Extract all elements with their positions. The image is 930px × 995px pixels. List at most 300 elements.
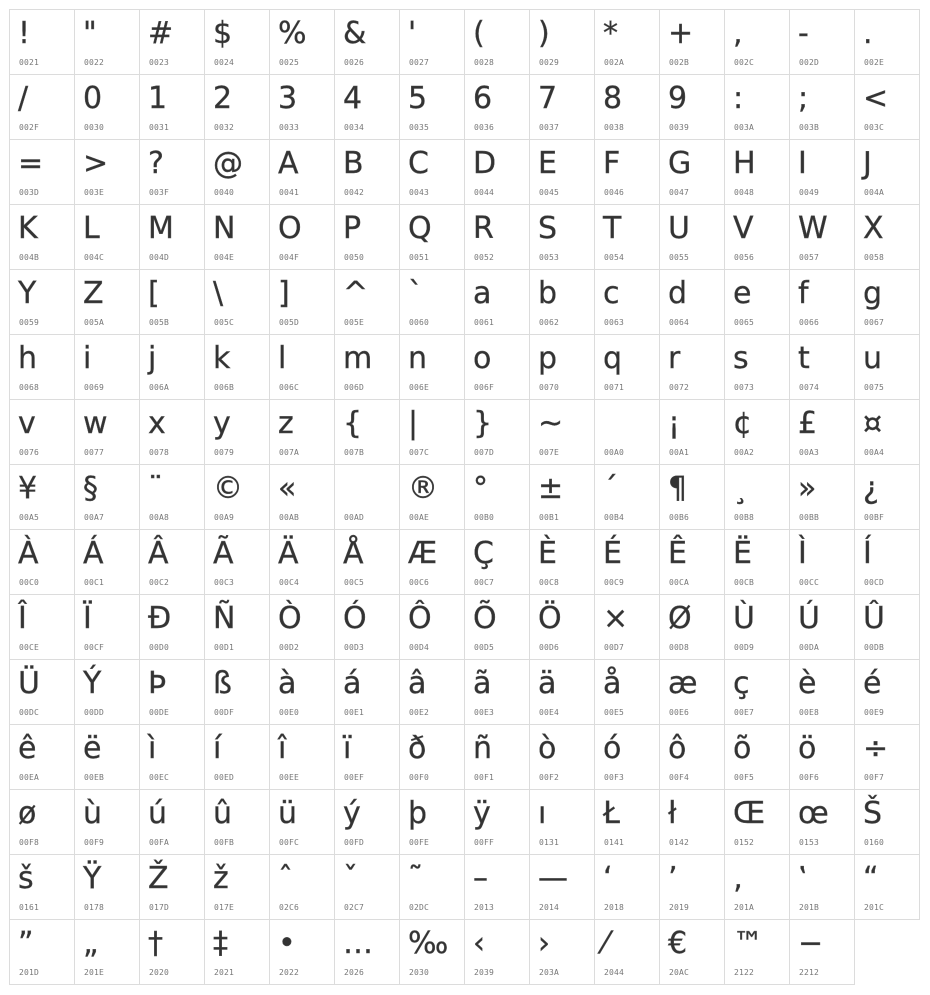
glyph-cell	[724, 529, 790, 595]
glyph-cell	[854, 334, 920, 400]
glyph-cell	[204, 269, 270, 335]
glyph-codepoint: 007D	[474, 448, 495, 457]
glyph-codepoint: 006F	[474, 383, 495, 392]
glyph-character: g	[863, 276, 883, 311]
glyph-codepoint: 2039	[474, 968, 495, 977]
glyph-cell	[464, 74, 530, 140]
glyph-cell	[74, 139, 140, 205]
glyph-character: õ	[733, 731, 752, 766]
glyph-character: B	[343, 146, 364, 181]
glyph-codepoint: 2013	[474, 903, 495, 912]
glyph-codepoint: 007B	[344, 448, 365, 457]
glyph-codepoint: 0061	[474, 318, 495, 327]
glyph-character: —	[538, 861, 568, 896]
glyph-cell	[594, 594, 660, 660]
glyph-cell	[269, 529, 335, 595]
glyph-codepoint: 00C0	[19, 578, 40, 587]
glyph-cell	[789, 399, 855, 465]
glyph-cell	[724, 724, 790, 790]
glyph-character: ±	[538, 471, 564, 506]
glyph-character	[603, 406, 613, 442]
glyph-codepoint: 0031	[149, 123, 170, 132]
glyph-codepoint: 00F9	[84, 838, 105, 847]
glyph-cell	[724, 594, 790, 660]
glyph-character: m	[343, 341, 373, 376]
glyph-codepoint: 201B	[799, 903, 820, 912]
glyph-codepoint: 0035	[409, 123, 430, 132]
glyph-cell	[854, 854, 920, 920]
glyph-character: z	[278, 406, 294, 441]
glyph-cell	[9, 789, 75, 855]
glyph-codepoint: 00A0	[604, 448, 625, 457]
glyph-codepoint: 004F	[279, 253, 300, 262]
glyph-cell	[399, 334, 465, 400]
glyph-character: §	[83, 471, 98, 506]
glyph-cell	[854, 659, 920, 725]
glyph-character: 5	[408, 81, 428, 116]
glyph-cell	[74, 789, 140, 855]
glyph-cell	[9, 594, 75, 660]
glyph-codepoint: 0048	[734, 188, 755, 197]
glyph-codepoint: 017D	[149, 903, 170, 912]
glyph-character: >	[83, 146, 109, 181]
glyph-cell	[139, 789, 205, 855]
glyph-cell	[139, 854, 205, 920]
glyph-codepoint: 0028	[474, 58, 495, 67]
glyph-codepoint: 004E	[214, 253, 235, 262]
glyph-codepoint: 00D8	[669, 643, 690, 652]
glyph-codepoint: 0037	[539, 123, 560, 132]
glyph-codepoint: 0050	[344, 253, 365, 262]
glyph-cell	[9, 9, 75, 75]
glyph-cell	[464, 789, 530, 855]
glyph-character: |	[408, 406, 419, 441]
glyph-character: j	[148, 341, 157, 376]
glyph-character: ”	[18, 926, 34, 961]
glyph-codepoint: 00CD	[864, 578, 885, 587]
glyph-character: Ú	[798, 601, 820, 636]
glyph-codepoint: 0038	[604, 123, 625, 132]
glyph-codepoint: 0059	[19, 318, 40, 327]
glyph-codepoint: 2019	[669, 903, 690, 912]
glyph-cell	[659, 789, 725, 855]
glyph-cell	[334, 919, 400, 985]
glyph-codepoint: 00B1	[539, 513, 560, 522]
glyph-codepoint: 00CB	[734, 578, 755, 587]
glyph-cell	[724, 74, 790, 140]
glyph-codepoint: 002D	[799, 58, 820, 67]
glyph-character: }	[473, 406, 493, 441]
glyph-codepoint: 0069	[84, 383, 105, 392]
glyph-character: "	[83, 16, 97, 51]
glyph-cell	[854, 269, 920, 335]
glyph-cell	[269, 919, 335, 985]
glyph-codepoint: 0030	[84, 123, 105, 132]
glyph-cell	[529, 854, 595, 920]
glyph-cell	[9, 74, 75, 140]
glyph-character: Â	[148, 536, 169, 571]
glyph-cell	[269, 724, 335, 790]
glyph-character: b	[538, 276, 558, 311]
glyph-cell	[269, 204, 335, 270]
glyph-cell	[789, 9, 855, 75]
glyph-cell	[854, 9, 920, 75]
glyph-character: −	[798, 926, 824, 961]
glyph-character: q	[603, 341, 623, 376]
glyph-codepoint: 0152	[734, 838, 755, 847]
glyph-cell	[529, 919, 595, 985]
glyph-codepoint: 0040	[214, 188, 235, 197]
glyph-character: o	[473, 341, 492, 376]
glyph-codepoint: 00CA	[669, 578, 690, 587]
glyph-codepoint: 006C	[279, 383, 300, 392]
glyph-cell	[74, 659, 140, 725]
glyph-codepoint: 002E	[864, 58, 885, 67]
glyph-character: K	[18, 211, 38, 246]
glyph-character: Á	[83, 536, 104, 571]
glyph-character: ô	[668, 731, 687, 766]
glyph-character: ı	[538, 796, 547, 831]
glyph-character: h	[18, 341, 38, 376]
glyph-character: N	[213, 211, 236, 246]
glyph-codepoint: 00F4	[669, 773, 690, 782]
glyph-codepoint: 00CF	[84, 643, 105, 652]
glyph-codepoint: 0027	[409, 58, 430, 67]
glyph-codepoint: 00F2	[539, 773, 560, 782]
glyph-character: Ò	[278, 601, 302, 636]
glyph-cell	[724, 204, 790, 270]
glyph-cell	[529, 204, 595, 270]
glyph-cell	[334, 139, 400, 205]
glyph-codepoint: 0057	[799, 253, 820, 262]
glyph-character: n	[408, 341, 428, 376]
glyph-cell	[659, 919, 725, 985]
glyph-character: J	[863, 146, 872, 181]
glyph-cell	[334, 399, 400, 465]
glyph-codepoint: 201D	[19, 968, 40, 977]
glyph-codepoint: 006D	[344, 383, 365, 392]
glyph-codepoint: 0131	[539, 838, 560, 847]
glyph-codepoint: 0153	[799, 838, 820, 847]
glyph-cell	[399, 789, 465, 855]
glyph-codepoint: 00E5	[604, 708, 625, 717]
glyph-character: ‚	[733, 861, 743, 896]
glyph-codepoint: 00EB	[84, 773, 105, 782]
glyph-cell	[464, 854, 530, 920]
glyph-character: ÷	[863, 731, 889, 766]
glyph-cell	[724, 334, 790, 400]
glyph-character: ©	[213, 471, 243, 506]
glyph-cell	[139, 594, 205, 660]
glyph-cell	[9, 659, 75, 725]
glyph-cell	[659, 9, 725, 75]
glyph-character: e	[733, 276, 752, 311]
glyph-codepoint: 00A1	[669, 448, 690, 457]
glyph-character: Ù	[733, 601, 755, 636]
glyph-cell	[594, 334, 660, 400]
glyph-character: ë	[83, 731, 102, 766]
glyph-codepoint: 0063	[604, 318, 625, 327]
glyph-character: Q	[408, 211, 432, 246]
glyph-cell	[269, 464, 335, 530]
glyph-cell	[659, 269, 725, 335]
glyph-codepoint: 00F0	[409, 773, 430, 782]
glyph-cell	[594, 659, 660, 725]
glyph-character: {	[343, 406, 363, 441]
glyph-character: ~	[538, 406, 564, 441]
glyph-cell	[9, 399, 75, 465]
glyph-cell	[724, 399, 790, 465]
glyph-codepoint: 005E	[344, 318, 365, 327]
glyph-codepoint: 00FE	[409, 838, 430, 847]
glyph-character: Ä	[278, 536, 299, 571]
glyph-codepoint: 006B	[214, 383, 235, 392]
glyph-character: °	[473, 471, 488, 506]
glyph-cell	[334, 854, 400, 920]
glyph-cell	[269, 659, 335, 725]
glyph-character: x	[148, 406, 166, 441]
glyph-character: é	[863, 666, 882, 701]
glyph-cell	[724, 269, 790, 335]
glyph-character: Í	[863, 536, 872, 571]
glyph-character: P	[343, 211, 362, 246]
glyph-codepoint: 20AC	[669, 968, 690, 977]
glyph-codepoint: 006A	[149, 383, 170, 392]
glyph-codepoint: 02C6	[279, 903, 300, 912]
glyph-character: ¨	[148, 471, 163, 506]
glyph-character: ¶	[668, 471, 688, 506]
glyph-cell	[789, 204, 855, 270]
glyph-character: ¿	[863, 471, 879, 506]
glyph-character: r	[668, 341, 681, 376]
glyph-character: ¸	[733, 471, 748, 506]
glyph-cell	[334, 269, 400, 335]
glyph-character: [	[148, 276, 160, 311]
glyph-codepoint: 00E2	[409, 708, 430, 717]
glyph-character: O	[278, 211, 302, 246]
glyph-codepoint: 00A3	[799, 448, 820, 457]
glyph-character: I	[798, 146, 807, 181]
glyph-character: ‘	[603, 861, 613, 896]
glyph-codepoint: 0077	[84, 448, 105, 457]
glyph-codepoint: 0073	[734, 383, 755, 392]
glyph-cell	[594, 919, 660, 985]
glyph-codepoint: 00FF	[474, 838, 495, 847]
glyph-character: S	[538, 211, 558, 246]
glyph-character: ‹	[473, 926, 485, 961]
glyph-codepoint: 0043	[409, 188, 430, 197]
glyph-character: Ł	[603, 796, 620, 831]
glyph-cell	[659, 854, 725, 920]
glyph-character: „	[83, 926, 99, 961]
glyph-cell	[139, 334, 205, 400]
glyph-character: 0	[83, 81, 103, 116]
glyph-codepoint: 0068	[19, 383, 40, 392]
glyph-character: +	[668, 16, 694, 51]
glyph-cell	[464, 919, 530, 985]
glyph-character: ˜	[408, 861, 423, 896]
glyph-codepoint: 00ED	[214, 773, 235, 782]
glyph-character: ×	[603, 601, 629, 636]
glyph-character: /	[18, 81, 29, 116]
glyph-codepoint: 00FC	[279, 838, 300, 847]
glyph-cell	[9, 919, 75, 985]
glyph-character: ‛	[798, 861, 808, 896]
glyph-cell	[204, 399, 270, 465]
glyph-character: î	[278, 731, 287, 766]
glyph-character: `	[408, 276, 423, 311]
glyph-character: L	[83, 211, 100, 246]
glyph-cell	[789, 139, 855, 205]
glyph-character: ?	[148, 146, 164, 181]
glyph-character: Ã	[213, 536, 234, 571]
glyph-character: Z	[83, 276, 104, 311]
glyph-codepoint: 00B8	[734, 513, 755, 522]
glyph-character: ì	[148, 731, 157, 766]
glyph-character: †	[148, 926, 163, 961]
glyph-character: ¡	[668, 406, 681, 441]
glyph-cell	[74, 269, 140, 335]
glyph-codepoint: 002C	[734, 58, 755, 67]
glyph-character: %	[278, 16, 307, 51]
glyph-codepoint: 00D0	[149, 643, 170, 652]
glyph-codepoint: 0060	[409, 318, 430, 327]
glyph-codepoint: 00E8	[799, 708, 820, 717]
glyph-codepoint: 00CE	[19, 643, 40, 652]
glyph-character: Æ	[408, 536, 438, 571]
glyph-cell	[594, 724, 660, 790]
glyph-cell	[789, 594, 855, 660]
glyph-cell	[269, 74, 335, 140]
glyph-codepoint: 0022	[84, 58, 105, 67]
glyph-cell	[854, 139, 920, 205]
glyph-codepoint: 0141	[604, 838, 625, 847]
glyph-cell	[334, 529, 400, 595]
glyph-codepoint: 00E9	[864, 708, 885, 717]
glyph-codepoint: 00E7	[734, 708, 755, 717]
glyph-codepoint: 0023	[149, 58, 170, 67]
glyph-codepoint: 0178	[84, 903, 105, 912]
glyph-character: !	[18, 16, 31, 51]
glyph-cell	[74, 399, 140, 465]
glyph-character: ;	[798, 81, 809, 116]
glyph-codepoint: 00EA	[19, 773, 40, 782]
glyph-codepoint: 201A	[734, 903, 755, 912]
glyph-character: V	[733, 211, 754, 246]
glyph-codepoint: 00F7	[864, 773, 885, 782]
glyph-cell	[854, 594, 920, 660]
glyph-character: M	[148, 211, 174, 246]
glyph-codepoint: 0054	[604, 253, 625, 262]
glyph-codepoint: 00CC	[799, 578, 820, 587]
glyph-character: =	[18, 146, 44, 181]
glyph-character: a	[473, 276, 492, 311]
glyph-cell	[139, 724, 205, 790]
glyph-character: $	[213, 16, 233, 51]
glyph-character: Ó	[343, 601, 367, 636]
glyph-cell	[204, 529, 270, 595]
glyph-character: Ê	[668, 536, 687, 571]
glyph-codepoint: 005C	[214, 318, 235, 327]
glyph-codepoint: 00E0	[279, 708, 300, 717]
glyph-character: C	[408, 146, 429, 181]
glyph-cell	[594, 789, 660, 855]
glyph-character: ›	[538, 926, 550, 961]
glyph-character: Ð	[148, 601, 172, 636]
glyph-cell	[74, 464, 140, 530]
glyph-character: :	[733, 81, 744, 116]
glyph-codepoint: 0070	[539, 383, 560, 392]
glyph-character: è	[798, 666, 817, 701]
glyph-cell	[399, 659, 465, 725]
glyph-character: t	[798, 341, 810, 376]
glyph-codepoint: 2026	[344, 968, 365, 977]
glyph-character: €	[668, 926, 688, 961]
glyph-cell	[529, 74, 595, 140]
glyph-character: …	[343, 926, 373, 961]
glyph-codepoint: 00B0	[474, 513, 495, 522]
glyph-character: ý	[343, 796, 361, 831]
glyph-character: Þ	[148, 666, 167, 701]
glyph-codepoint: 00FB	[214, 838, 235, 847]
glyph-character: í	[213, 731, 222, 766]
glyph-character: 2	[213, 81, 233, 116]
glyph-codepoint: 00C8	[539, 578, 560, 587]
glyph-character: à	[278, 666, 297, 701]
glyph-codepoint: 00D3	[344, 643, 365, 652]
glyph-cell	[139, 74, 205, 140]
glyph-cell	[789, 529, 855, 595]
glyph-codepoint: 002A	[604, 58, 625, 67]
glyph-codepoint: 004D	[149, 253, 170, 262]
glyph-cell	[529, 724, 595, 790]
glyph-codepoint: 003A	[734, 123, 755, 132]
glyph-cell	[74, 529, 140, 595]
glyph-cell	[724, 464, 790, 530]
glyph-codepoint: 0056	[734, 253, 755, 262]
glyph-cell	[724, 9, 790, 75]
glyph-codepoint: 0033	[279, 123, 300, 132]
glyph-character: W	[798, 211, 828, 246]
glyph-codepoint: 00E1	[344, 708, 365, 717]
glyph-character: ¢	[733, 406, 753, 441]
glyph-character: U	[668, 211, 690, 246]
glyph-cell	[334, 724, 400, 790]
glyph-codepoint: 0042	[344, 188, 365, 197]
glyph-codepoint: 00C7	[474, 578, 495, 587]
glyph-codepoint: 004A	[864, 188, 885, 197]
glyph-codepoint: 0036	[474, 123, 495, 132]
glyph-codepoint: 00C1	[84, 578, 105, 587]
glyph-character: Ÿ	[83, 861, 102, 896]
glyph-cell	[399, 74, 465, 140]
glyph-cell	[9, 204, 75, 270]
glyph-codepoint: 203A	[539, 968, 560, 977]
glyph-cell	[854, 529, 920, 595]
glyph-character	[343, 471, 353, 507]
glyph-codepoint: 0161	[19, 903, 40, 912]
glyph-cell	[334, 74, 400, 140]
glyph-codepoint: 0044	[474, 188, 495, 197]
glyph-character: &	[343, 16, 367, 51]
glyph-cell	[854, 399, 920, 465]
glyph-cell	[594, 139, 660, 205]
glyph-character: ]	[278, 276, 290, 311]
glyph-cell	[659, 529, 725, 595]
glyph-cell	[269, 9, 335, 75]
glyph-character: .	[863, 16, 873, 51]
glyph-codepoint: 002F	[19, 123, 40, 132]
